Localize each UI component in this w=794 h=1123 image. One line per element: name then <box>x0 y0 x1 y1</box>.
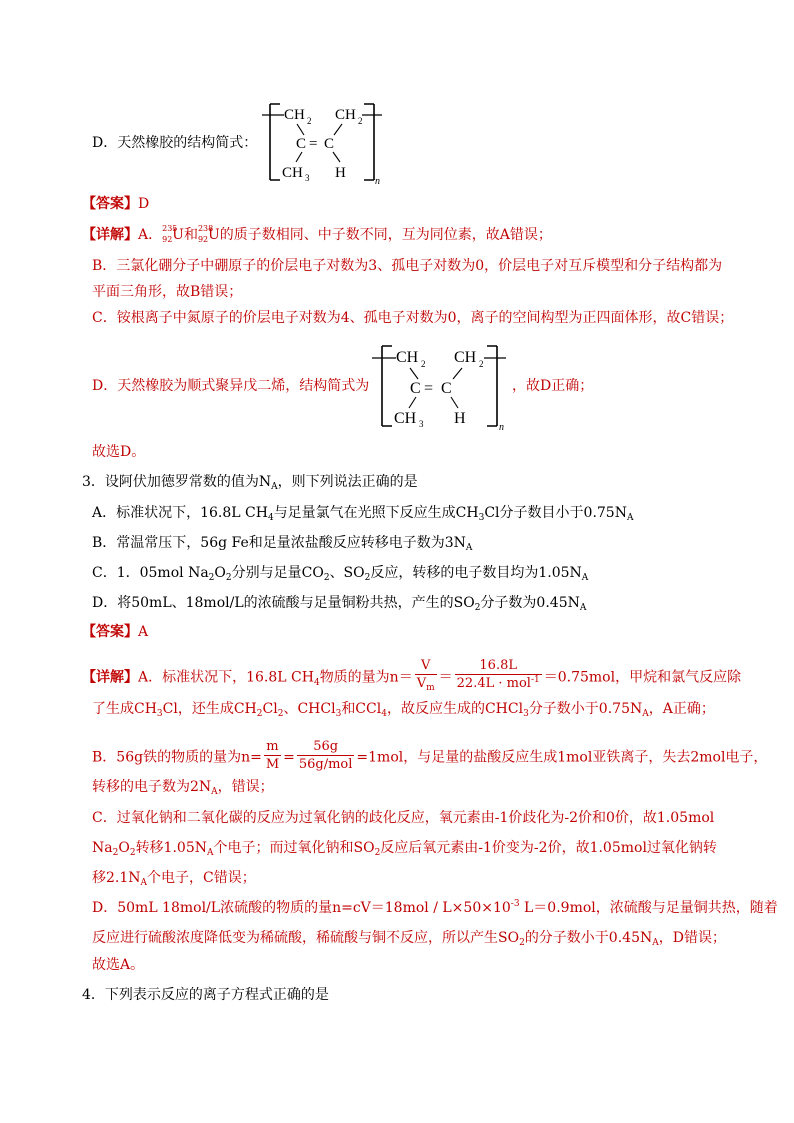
q3-detail-a-line2: 了生成$CH_3Cl$，还生成$CH_2Cl_2$、CHCl$_3$和CCl$_4$，故反应生成的CHCl$_3$分子数小于$0.75N_A$，A正确； <box>92 701 715 719</box>
question-3-option-c: C．1．05mol $Na_2O_2$分别与足量$CO_2$、$SO_2$反应，转移的电子数目均为$1.05N_A$ <box>92 565 589 583</box>
svg-text:C: C <box>410 380 421 397</box>
svg-text:n: n <box>499 422 504 432</box>
svg-text:3: 3 <box>305 173 310 183</box>
q3-detail-c-line3: 移$2.1N_A$个电子，C错误； <box>92 870 256 888</box>
svg-text:CH: CH <box>394 410 417 427</box>
svg-text:CH: CH <box>284 107 305 123</box>
svg-text:C: C <box>324 136 335 152</box>
svg-text:=: = <box>424 380 434 397</box>
svg-text:2: 2 <box>479 359 484 369</box>
question-3-option-b: B．常温常压下，56g Fe和足量浓盐酸反应转移电子数为$3N_A$ <box>92 535 473 553</box>
detail-d-post-prev: ，故D正确； <box>512 378 594 394</box>
svg-text:CH: CH <box>396 349 419 366</box>
detail-b-line1-prev: B．三氯化硼分子中硼原子的价层电子对数为3、孤电子对数为0，价层电子对互斥模型和分子结构都为 <box>92 258 723 274</box>
option-d-label: D．天然橡胶的结构简式： <box>92 135 258 151</box>
svg-text:C: C <box>441 380 452 397</box>
detail-c-prev: C．铵根离子中氮原子的价层电子对数为4、孤电子对数为0，离子的空间构型为正四面体形，故C错误； <box>92 310 734 326</box>
natural-rubber-structure-2 <box>372 340 512 432</box>
svg-text:CH: CH <box>282 165 303 181</box>
question-3-stem: 3．设阿伏加德罗常数的值为$N_A$，则下列说法正确的是 <box>82 474 418 492</box>
q3-detail-c-line2: $Na_2O_2$转移$1.05N_A$个电子；而过氧化钠和$SO_2$反应后氧元素由-1价变为-2价，故1.05mol过氧化钠转 <box>92 840 717 858</box>
detail-a-prev: 【详解】A． 235 92 U和 238 92 U的质子数相同、中子数不同，互为同位素，故A错误； <box>82 224 552 244</box>
svg-text:2: 2 <box>421 359 426 369</box>
q3-detail-d-line1: D．50mL 18mol/L浓硫酸的物质的量$n=cV=18mol / L\times 50\times 10^{-3}$ L＝0.9mol，浓硫酸与足量铜共热，随着 <box>92 899 778 916</box>
detail-b-line2-prev: 平面三角形，故B错误； <box>92 284 243 300</box>
natural-rubber-structure-1 <box>262 98 387 186</box>
conclusion-q3: 故选A。 <box>92 957 145 973</box>
svg-text:2: 2 <box>307 116 312 126</box>
answer-line-q3: 【答案】A <box>82 624 149 640</box>
svg-text:C: C <box>296 136 307 152</box>
svg-text:n: n <box>375 176 380 186</box>
svg-text:H: H <box>335 165 346 181</box>
svg-text:2: 2 <box>358 116 363 126</box>
answer-line-prev: 【答案】D <box>82 196 150 212</box>
svg-text:CH: CH <box>454 349 477 366</box>
question-4-stem: 4．下列表示反应的离子方程式正确的是 <box>82 987 329 1003</box>
q3-detail-b-line1: B．56g铁的物质的量为n= $\frac{m}{M}$ = $\frac{56g}{\text{56g/mol}}$ =1mol，与足量的盐酸反应生成1mol亚铁离子，失去2mol电子， <box>92 739 768 772</box>
q3-detail-a-line1: 【详解】A．标准状况下，16.8L $CH_4$物质的量为n＝ $\frac{V}{V_m}$ ＝ $\frac{16.8L}{22.4L \cdot mol^{-1}}$ ＝0.75mol，甲烷和氯气反应除 <box>82 658 742 693</box>
svg-text:CH: CH <box>335 107 356 123</box>
question-3-option-a: A．标准状况下，16.8L $CH_4$与足量氯气在光照下反应生成$CH_3Cl$分子数目小于$0.75N_A$ <box>92 505 634 523</box>
q3-detail-d-line2: 反应进行硫酸浓度降低变为稀硫酸，稀硫酸与铜不反应，所以产生$SO_2$的分子数小于$0.45N_A$，D错误； <box>92 930 726 948</box>
svg-text:=: = <box>309 136 318 152</box>
q3-detail-c-line1: C．过氧化钠和二氧化碳的反应为过氧化钠的歧化反应，氧元素由-1价歧化为-2价和0价，故1.05mol <box>92 810 715 826</box>
svg-text:3: 3 <box>419 419 424 429</box>
question-3-option-d: D．将50mL、18mol/L的浓硫酸与足量铜粉共热，产生的$SO_2$分子数为$0.45N_A$ <box>92 595 587 613</box>
detail-d-pre-prev: D．天然橡胶为顺式聚异戊二烯，结构简式为 <box>92 378 370 394</box>
conclusion-prev: 故选D。 <box>92 444 146 460</box>
svg-text:H: H <box>454 410 466 427</box>
q3-detail-b-line2: 转移的电子数为$2N_A$，错误； <box>92 779 274 797</box>
